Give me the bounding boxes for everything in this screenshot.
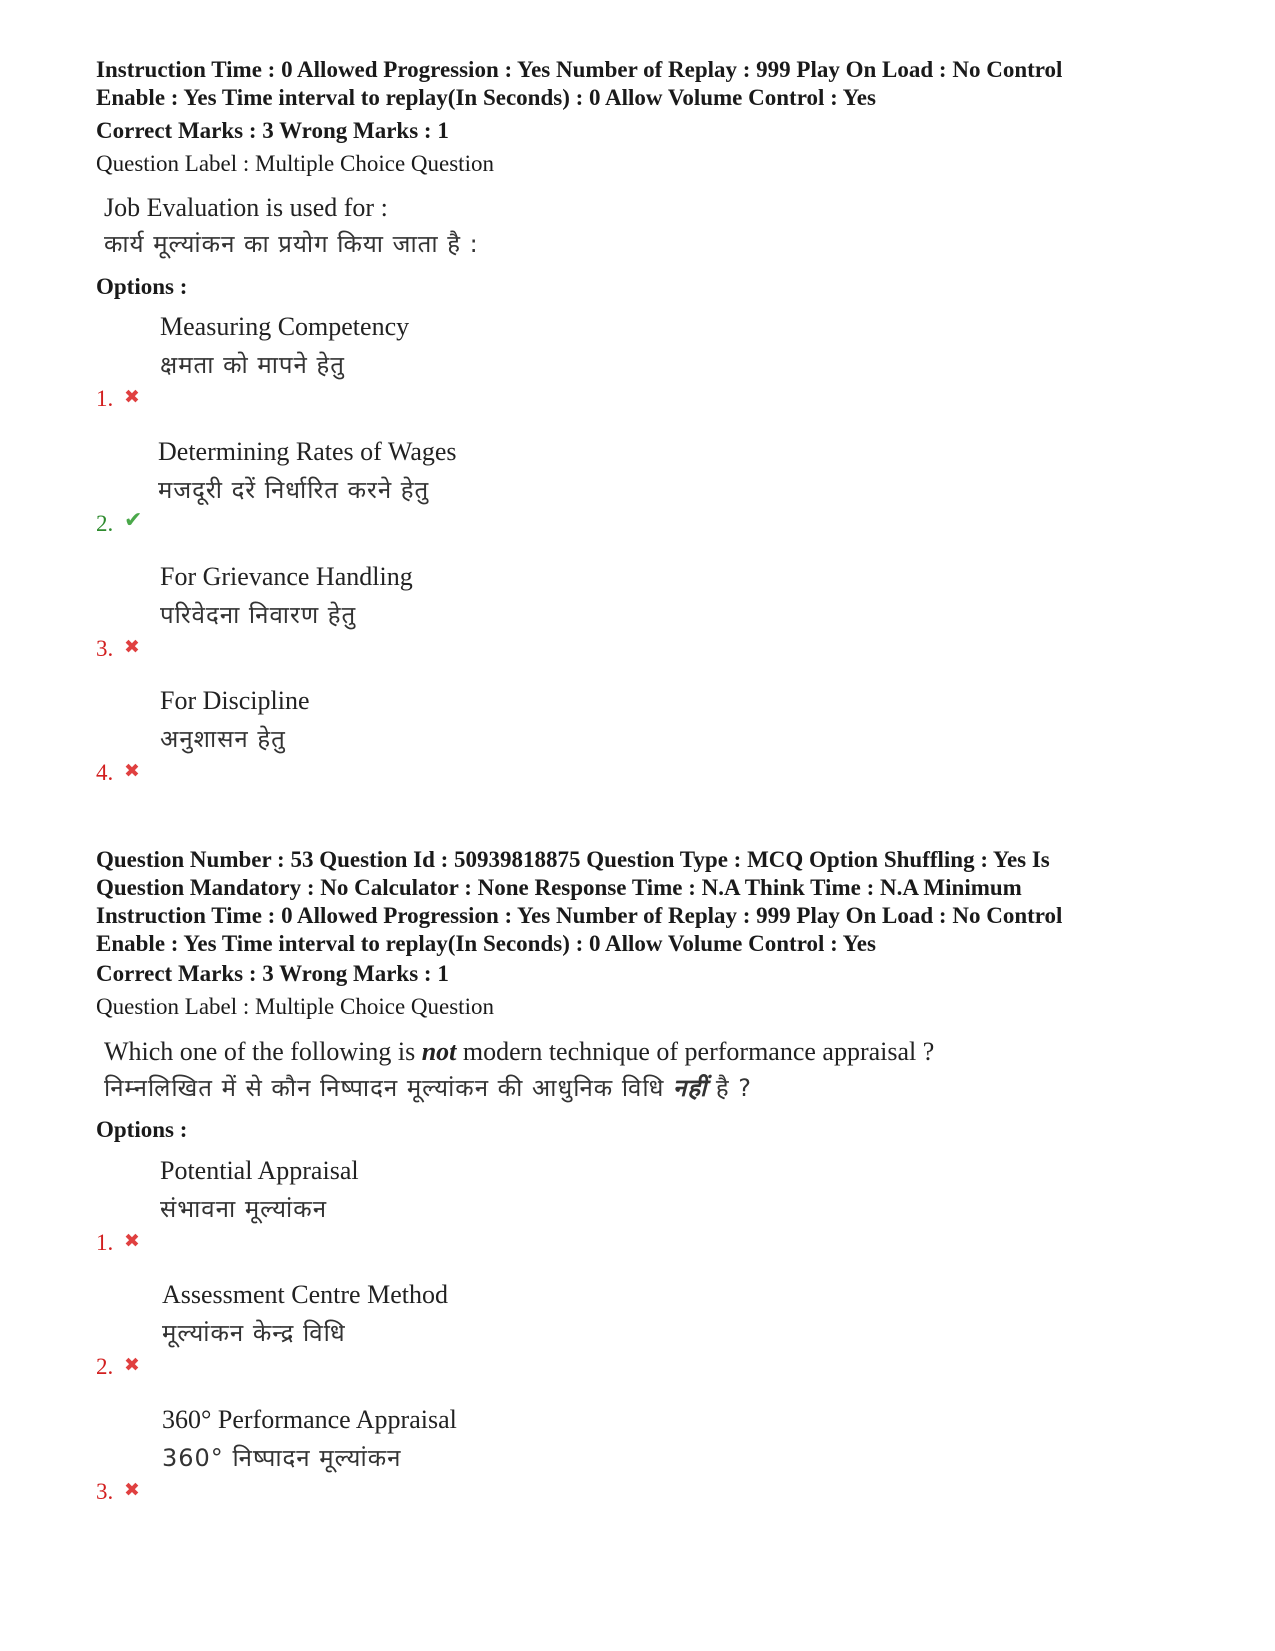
- option-number: 1.: [96, 386, 114, 411]
- option-number: 1.: [96, 1230, 114, 1255]
- question-text-en: [104, 1034, 934, 1070]
- option-number: 2.: [96, 1354, 114, 1379]
- question-text-part: निम्नलिखित में से कौन निष्पादन मूल्यांकन की आधुनिक विधि: [104, 1074, 673, 1102]
- q52-option-3[interactable]: [96, 562, 796, 662]
- wrong-cross-icon: ✖: [124, 1230, 140, 1252]
- wrong-cross-icon: ✖: [124, 1354, 140, 1376]
- meta-line: Question Number : 53 Question Id : 50939818875 Question Type : MCQ Option Shuffling : Yes Is: [96, 847, 1050, 872]
- option-text-hi: मूल्यांकन केन्द्र विधि: [162, 1319, 346, 1347]
- option-text-hi: क्षमता को मापने हेतु: [160, 351, 345, 379]
- q53-label: Question Label : Multiple Choice Question: [96, 994, 494, 1019]
- question-emphasis: not: [421, 1037, 457, 1066]
- option-text-en: Measuring Competency: [160, 312, 410, 341]
- meta-line: Instruction Time : 0 Allowed Progression : Yes Number of Replay : 999 Play On Load : No Control: [96, 903, 1063, 928]
- question-text-part: Which one of the following is: [104, 1037, 422, 1066]
- q53-options-heading: Options :: [96, 1117, 188, 1142]
- option-text-en: Assessment Centre Method: [162, 1280, 448, 1309]
- option-text-hi: 360° निष्पादन मूल्यांकन: [162, 1444, 402, 1472]
- q53-option-2[interactable]: [96, 1280, 796, 1380]
- option-text-hi: अनुशासन हेतु: [160, 725, 286, 753]
- q52-marks: Correct Marks : 3 Wrong Marks : 1: [96, 118, 449, 143]
- meta-line: Enable : Yes Time interval to replay(In Seconds) : 0 Allow Volume Control : Yes: [96, 85, 876, 110]
- q52-option-1[interactable]: [96, 312, 796, 412]
- option-text-en: For Discipline: [160, 686, 310, 715]
- option-text-en: Potential Appraisal: [160, 1156, 359, 1185]
- option-text-en: 360° Performance Appraisal: [162, 1405, 457, 1434]
- wrong-cross-icon: ✖: [124, 386, 140, 408]
- question-text-hi: [104, 1070, 934, 1106]
- q53-marks: Correct Marks : 3 Wrong Marks : 1: [96, 961, 449, 986]
- meta-line: Instruction Time : 0 Allowed Progression : Yes Number of Replay : 999 Play On Load : No Control: [96, 57, 1063, 82]
- question-text-hi: कार्य मूल्यांकन का प्रयोग किया जाता है :: [104, 230, 479, 258]
- option-text-hi: मजदूरी दरें निर्धारित करने हेतु: [158, 476, 430, 504]
- q52-meta: [96, 56, 1196, 112]
- meta-line: Question Mandatory : No Calculator : None Response Time : N.A Think Time : N.A Minimum: [96, 875, 1022, 900]
- q52-option-4[interactable]: [96, 686, 796, 786]
- question-text-part: modern technique of performance appraisal ?: [456, 1037, 935, 1066]
- q53-option-1[interactable]: [96, 1156, 796, 1256]
- wrong-cross-icon: ✖: [124, 1479, 140, 1501]
- correct-check-icon: ✔: [124, 508, 143, 533]
- q53-question: [104, 1034, 934, 1106]
- wrong-cross-icon: ✖: [124, 636, 140, 658]
- wrong-cross-icon: ✖: [124, 760, 140, 782]
- question-text-part: है ?: [707, 1074, 753, 1102]
- option-number: 3.: [96, 1479, 114, 1504]
- q53-option-3[interactable]: [96, 1405, 796, 1505]
- meta-line: Enable : Yes Time interval to replay(In Seconds) : 0 Allow Volume Control : Yes: [96, 931, 876, 956]
- q52-label: Question Label : Multiple Choice Question: [96, 151, 494, 176]
- q52-option-2[interactable]: [96, 437, 796, 537]
- q52-question: [104, 190, 479, 262]
- q53-meta: [96, 846, 1196, 958]
- option-text-hi: संभावना मूल्यांकन: [160, 1195, 328, 1223]
- q52-options-heading: Options :: [96, 274, 188, 299]
- option-number: 4.: [96, 760, 114, 785]
- question-emphasis: नहीं: [673, 1074, 708, 1102]
- question-text-en: Job Evaluation is used for :: [104, 193, 388, 222]
- option-number: 3.: [96, 636, 114, 661]
- option-text-hi: परिवेदना निवारण हेतु: [160, 601, 357, 629]
- option-text-en: Determining Rates of Wages: [158, 437, 457, 466]
- option-text-en: For Grievance Handling: [160, 562, 413, 591]
- option-number: 2.: [96, 511, 114, 536]
